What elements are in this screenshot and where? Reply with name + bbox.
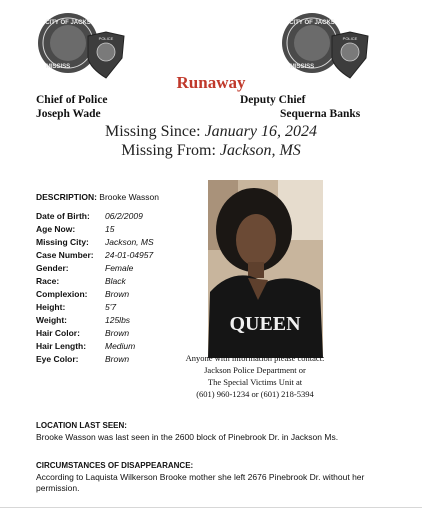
missing-since-value: January 16, 2024: [204, 123, 317, 140]
detail-label: Missing City:: [36, 237, 89, 247]
missing-from-label: Missing From:: [121, 142, 216, 159]
contact-line-2: Jackson Police Department or: [204, 365, 306, 375]
missing-since-label: Missing Since:: [105, 123, 201, 140]
svg-text:MISSISS: MISSISS: [289, 64, 315, 70]
detail-value: 24-01-04957: [105, 250, 154, 260]
detail-value: Black: [105, 276, 126, 286]
page-divider: [0, 507, 422, 508]
circumstances-text: According to Laquista Wilkerson Brooke mother she left 2676 Pinebrook Dr. without her permission.: [36, 472, 365, 493]
detail-label: Hair Color:: [36, 328, 80, 338]
detail-value: 15: [105, 224, 115, 234]
contact-line-3: The Special Victims Unit at: [207, 377, 303, 387]
location-text: Brooke Wasson was last seen in the 2600 block of Pinebrook Dr. in Jackson Ms.: [36, 432, 339, 442]
shirt-text: QUEEN: [229, 313, 301, 335]
contact-info: [162, 352, 348, 400]
missing-from-line: [0, 142, 422, 160]
detail-value: Brown: [105, 289, 130, 299]
svg-text:CITY OF JACKS: CITY OF JACKS: [45, 20, 91, 26]
missing-person-photo: [208, 180, 323, 358]
detail-label: Case Number:: [36, 250, 94, 260]
description-value: Brooke Wasson: [99, 192, 159, 202]
detail-value: Female: [105, 263, 134, 273]
deputy-role: Deputy Chief: [240, 94, 306, 106]
detail-value: Jackson, MS: [105, 237, 154, 247]
detail-label: Date of Birth:: [36, 211, 90, 221]
deputy-name: Sequerna Banks: [280, 108, 361, 120]
detail-label: Eye Color:: [36, 354, 79, 364]
detail-label: Gender:: [36, 263, 69, 273]
detail-label: Complexion:: [36, 289, 88, 299]
poster-title: Runaway: [176, 73, 246, 92]
detail-label: Height:: [36, 302, 66, 312]
detail-value: Brown: [105, 354, 130, 364]
detail-label: Weight:: [36, 315, 68, 325]
city-seal-right: [280, 10, 372, 82]
detail-value: Medium: [105, 341, 136, 351]
circumstances-heading: CIRCUMSTANCES OF DISAPPEARANCE:: [36, 461, 194, 470]
detail-value: Brown: [105, 328, 130, 338]
location-heading: LOCATION LAST SEEN:: [36, 421, 127, 430]
svg-text:POLICE: POLICE: [98, 36, 114, 41]
detail-value: 5'7: [105, 302, 117, 312]
detail-label: Hair Length:: [36, 341, 87, 351]
description-label: DESCRIPTION:: [36, 192, 97, 202]
detail-value: 06/2/2009: [105, 211, 143, 221]
missing-since-line: [0, 123, 422, 141]
svg-text:MISSISS: MISSISS: [45, 64, 71, 70]
detail-label: Age Now:: [36, 224, 76, 234]
contact-line-1: Anyone with information please contact:: [185, 353, 325, 363]
description-line: [36, 192, 159, 202]
svg-text:POLICE: POLICE: [342, 36, 358, 41]
detail-value: 125lbs: [105, 315, 131, 325]
chief-role: Chief of Police: [36, 94, 108, 106]
chief-name: Joseph Wade: [36, 108, 101, 120]
contact-line-4: (601) 960-1234 or (601) 218-5394: [196, 389, 314, 399]
svg-text:CITY OF JACKS: CITY OF JACKS: [289, 20, 335, 26]
city-seal-left: [36, 10, 128, 82]
detail-label: Race:: [36, 276, 60, 286]
missing-from-value: Jackson, MS: [219, 142, 301, 159]
